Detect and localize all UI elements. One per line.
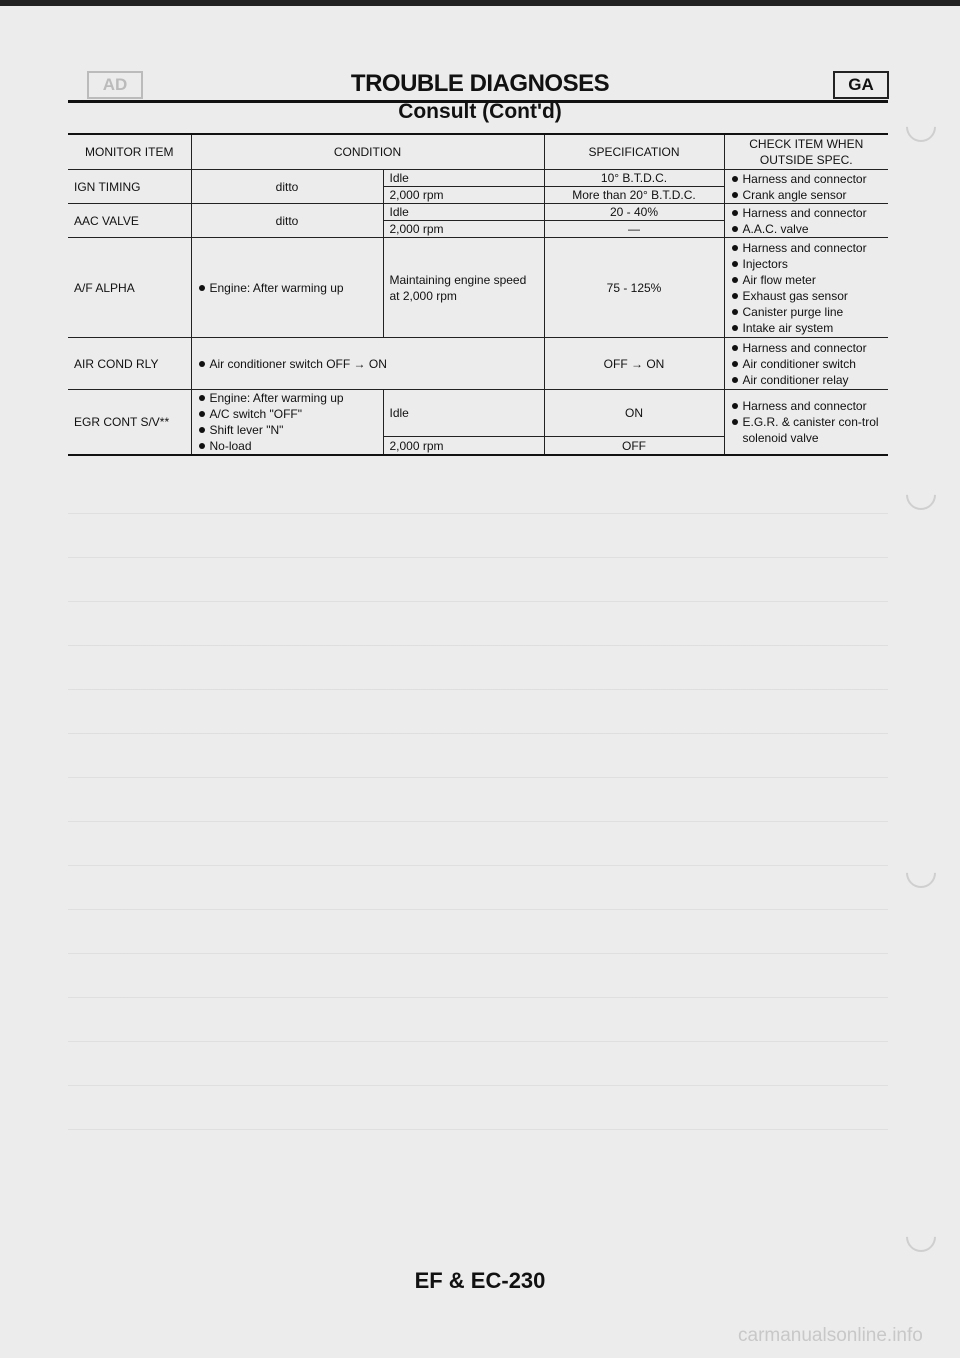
punch-hole-mark bbox=[900, 474, 942, 516]
list-item: Harness and connector bbox=[731, 340, 883, 356]
list-item: Intake air system bbox=[731, 320, 883, 336]
check-aac-valve bbox=[724, 204, 888, 238]
list-item: Harness and connector bbox=[731, 205, 883, 221]
header-specification: SPECIFICATION bbox=[544, 134, 724, 170]
list-item: Engine: After warming up bbox=[198, 390, 377, 406]
table-row bbox=[68, 238, 888, 338]
spec-af-alpha: 75 - 125% bbox=[544, 238, 724, 338]
check-air-cond-rly bbox=[724, 338, 888, 390]
spec-ign-idle: 10° B.T.D.C. bbox=[544, 170, 724, 187]
table-row bbox=[68, 170, 888, 187]
list-item: Harness and connector bbox=[731, 240, 883, 256]
spec-air-cond-rly: OFF → ON bbox=[544, 338, 724, 390]
list-item: Air conditioner switch OFF → ON bbox=[198, 356, 538, 372]
list-item: E.G.R. & canister con-trol solenoid valve bbox=[731, 414, 883, 446]
section-tab-left-label: AD bbox=[102, 75, 128, 94]
list-item: Crank angle sensor bbox=[731, 187, 883, 203]
header-condition: CONDITION bbox=[191, 134, 544, 170]
table-header-row bbox=[68, 134, 888, 170]
subcond-ign-idle: Idle bbox=[383, 170, 544, 187]
table-row bbox=[68, 390, 888, 437]
check-ign-timing bbox=[724, 170, 888, 204]
item-air-cond-rly: AIR COND RLY bbox=[68, 338, 191, 390]
watermark-text: carmanualsonline.info bbox=[738, 1325, 923, 1346]
spec-aac-2000: — bbox=[544, 221, 724, 238]
section-tab-right bbox=[833, 71, 889, 99]
list-item: Canister purge line bbox=[731, 304, 883, 320]
list-item: No-load bbox=[198, 438, 377, 454]
condition-aac-valve: ditto bbox=[191, 204, 383, 238]
subcond-egr-idle: Idle bbox=[383, 390, 544, 437]
page-subtitle: Consult (Cont'd) bbox=[398, 100, 562, 123]
punch-hole-mark bbox=[900, 852, 942, 894]
condition-ign-timing: ditto bbox=[191, 170, 383, 204]
list-item: Injectors bbox=[731, 256, 883, 272]
table-row bbox=[68, 338, 888, 390]
spec-egr-idle: ON bbox=[544, 390, 724, 437]
spec-ign-2000: More than 20° B.T.D.C. bbox=[544, 187, 724, 204]
subcond-af-alpha: Maintaining engine speed at 2,000 rpm bbox=[383, 238, 544, 338]
table-row bbox=[68, 204, 888, 221]
item-ign-timing: IGN TIMING bbox=[68, 170, 191, 204]
list-item: Harness and connector bbox=[731, 398, 883, 414]
diagnosis-table bbox=[68, 133, 888, 456]
check-af-alpha bbox=[724, 238, 888, 338]
list-item: Air conditioner relay bbox=[731, 372, 883, 388]
bleed-through-background bbox=[68, 470, 888, 1170]
page-edge bbox=[0, 0, 960, 6]
list-item: A/C switch "OFF" bbox=[198, 406, 377, 422]
header-monitor-item: MONITOR ITEM bbox=[68, 134, 191, 170]
subcond-aac-idle: Idle bbox=[383, 204, 544, 221]
item-aac-valve: AAC VALVE bbox=[68, 204, 191, 238]
list-item: A.A.C. valve bbox=[731, 221, 883, 237]
subcond-egr-2000: 2,000 rpm bbox=[383, 437, 544, 455]
list-item: Exhaust gas sensor bbox=[731, 288, 883, 304]
check-egr-cont bbox=[724, 390, 888, 456]
list-item: Engine: After warming up bbox=[198, 280, 377, 296]
subcond-aac-2000: 2,000 rpm bbox=[383, 221, 544, 238]
list-item: Shift lever "N" bbox=[198, 422, 377, 438]
condition-af-alpha bbox=[191, 238, 383, 338]
page-number: EF & EC-230 bbox=[414, 1268, 546, 1293]
condition-air-cond-rly bbox=[191, 338, 544, 390]
condition-egr-cont bbox=[191, 390, 383, 456]
header-check-item: CHECK ITEM WHEN OUTSIDE SPEC. bbox=[724, 134, 888, 170]
section-tab-right-label: GA bbox=[848, 75, 874, 94]
list-item: Air flow meter bbox=[731, 272, 883, 288]
item-af-alpha: A/F ALPHA bbox=[68, 238, 191, 338]
punch-hole-mark bbox=[900, 1216, 942, 1258]
list-item: Harness and connector bbox=[731, 171, 883, 187]
list-item: Air conditioner switch bbox=[731, 356, 883, 372]
spec-aac-idle: 20 - 40% bbox=[544, 204, 724, 221]
spec-egr-2000: OFF bbox=[544, 437, 724, 455]
page-title: TROUBLE DIAGNOSES bbox=[350, 70, 610, 97]
subcond-ign-2000: 2,000 rpm bbox=[383, 187, 544, 204]
item-egr-cont: EGR CONT S/V** bbox=[68, 390, 191, 456]
